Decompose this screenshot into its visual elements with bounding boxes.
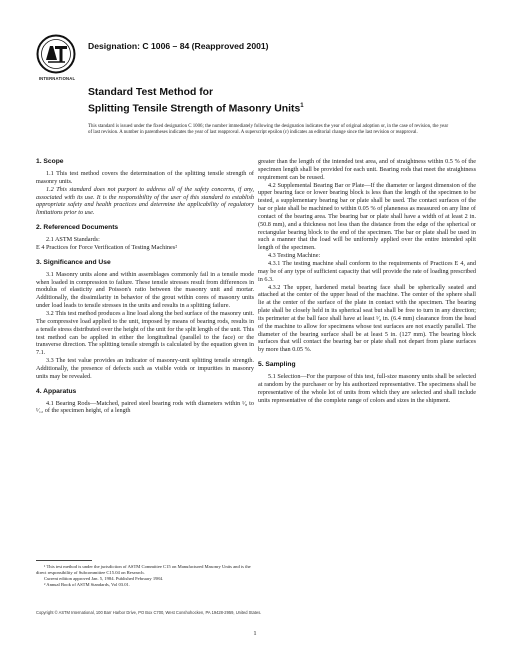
paragraph-3-1: 3.1 Masonry units alone and within assemblages commonly fail in a tensile mode when loaded in compression to failure. These tensile stresses result from differences in modulus of elasticity and Poisson's ratio between the masonry unit and mortar. Additionally, the dissimilarity in behavior of the grout within cores of masonry units under load leads to tensile stresses in the units and results in a splitting failure. [36,270,254,310]
paragraph-4-3-2: 4.3.2 The upper, hardened metal bearing face shall be spherically seated and attached at the center of the upper head of the machine. The center of the sphere shall lie at the center of the surface of the plate in contact with the specimen. The bearing plate shall be closely held in its spherical seat but shall be free to turn in any direction; its perimeter at the ball face shall have at least ¹⁄₄ in. (6.4 mm) clearance from the head of the machine to allow for specimens whose test surfaces are not exactly parallel. The diameter of the bearing surface shall be at least 5 in. (127 mm). The bearing block surfaces that will contact the bearing bar or plate shall not depart from plane surfaces by more than 0.05 %. [258,283,476,354]
designation: Designation: C 1006 – 84 (Reapproved 2001) [88,41,269,51]
footnote-1: ¹ This test method is under the jurisdiction of ASTM Committee C15 on Manufactured Masonry Units and is the direct responsibility of Subcommittee C15.04 on Research. [36,564,251,575]
paragraph-3-2: 3.2 This test method produces a line load along the bed surface of the masonry unit. The compressive load applied to the unit, imposed by means of bearing rods, results in a tensile stress distributed over the height of the unit for the split length of the unit. This test method can be applied in either the longitudinal (parallel to the face) or the transverse direction. The splitting tensile strength is calculated by the equation given in 7.1. [36,309,254,357]
paragraph-4-3: 4.3 Testing Machine: [268,252,321,260]
footnote-rule [36,560,92,561]
section-heading-significance: 3. Significance and Use [36,258,111,266]
title-line-1: Standard Test Method for [88,87,214,98]
section-heading-referenced-documents: 2. Referenced Documents [36,224,119,232]
left-column [36,158,254,415]
issuance-notice: This standard is issued under the fixed designation C 1006; the number immediately following the designation indicates the year of original adoption or, in the case of revision, the year of last revision. A number in parentheses indicates the year of last reapproval. A superscript epsilon (ε) indicates an editorial change since the last revision or reapproval. [88,124,449,136]
section-heading-scope: 1. Scope [36,158,64,165]
title-line-2 [88,100,304,116]
logo-label: INTERNATIONAL [38,76,76,81]
section-heading-apparatus: 4. Apparatus [36,387,77,395]
astm-logo-icon [36,34,76,78]
document-title [88,87,304,116]
paragraph-1-1: 1.1 This test method covers the determination of the splitting tensile strength of masonry units. [36,170,254,185]
page-number: 1 [253,630,257,637]
paragraph-3-3: 3.3 The test value provides an indicator of masonry-unit splitting tensile strength. Additionally, the presence of defects such as visible voids or impurities in masonry units may be revealed. [36,357,254,380]
footnote-1-approval: Current edition approved Jan. 5, 1984. Published February 1984. [44,575,164,581]
right-column [258,158,476,404]
paragraph-4-3-1: 4.3.1 The testing machine shall conform to the requirements of Practices E 4, and may be of any type of sufficient capacity that will provide the rate of loading prescribed in 6.3. [258,259,476,283]
paragraph-1-2-text: 1.2 This standard does not purport to address all of the safety concerns, if any, associated with its use. It is the responsibility of the user of this standard to establish appropriate safety and health practices and determine the applicability of regulatory limitations prior to use. [36,185,254,217]
paragraph-1-2 [36,186,254,217]
title-line-2-text: Splitting Tensile Strength of Masonry Units [88,103,301,115]
paragraph-2-e4: E 4 Practices for Force Verification of Testing Machines² [36,243,178,251]
section-heading-sampling: 5. Sampling [258,361,296,369]
title-footnote-mark: 1 [300,102,304,109]
paragraph-5-1: 5.1 Selection—For the purpose of this test, full-size masonry units shall be selected at random by the purchaser or by his authorized representative. The specimens shall be representative of the whole lot of units from which they are selected and shall include units representative of the complete range of colors and sizes in the shipment. [258,373,476,404]
copyright-line: Copyright © ASTM International, 100 Barr Harbor Drive, PO Box C700, West Conshohocken, PA 19428-2959, United States. [36,610,262,615]
footnote-2: ² Annual Book of ASTM Standards, Vol 03.01. [44,581,130,587]
paragraph-4-1: 4.1 Bearing Rods—Matched, paired steel bearing rods with diameters within ¹⁄₈ to ¹⁄₁₂ of the specimen height, of a length [36,399,254,415]
paragraph-4-1-continued: greater than the length of the intended test area, and of straightness within 0.5 % of the specimen length shall be provided for each unit. Bearing rods that meet the straightness requirement can be reused. [258,158,476,181]
footnotes [36,560,254,588]
paragraph-4-2: 4.2 Supplemental Bearing Bar or Plate—If the diameter or largest dimension of the upper bearing face or lower bearing block is less than the length of the specimen to be tested, a supplementary bearing bar or plate shall be used. The contact surfaces of the bar or plate shall be machined to within 0.05 % of planeness as measured on any line of contact of the bearing area. The bearing bar or plate shall have a width of at least 2 in. (50.8 mm), and a thickness not less than the distance from the edge of the spherical or rectangular bearing block to the end of the specimen. The bar or plate shall be used in such a manner that the load will be uniformly applied over the entire intended split length of the specimen. [258,181,476,252]
paragraph-2-1: 2.1 ASTM Standards: [46,236,100,244]
